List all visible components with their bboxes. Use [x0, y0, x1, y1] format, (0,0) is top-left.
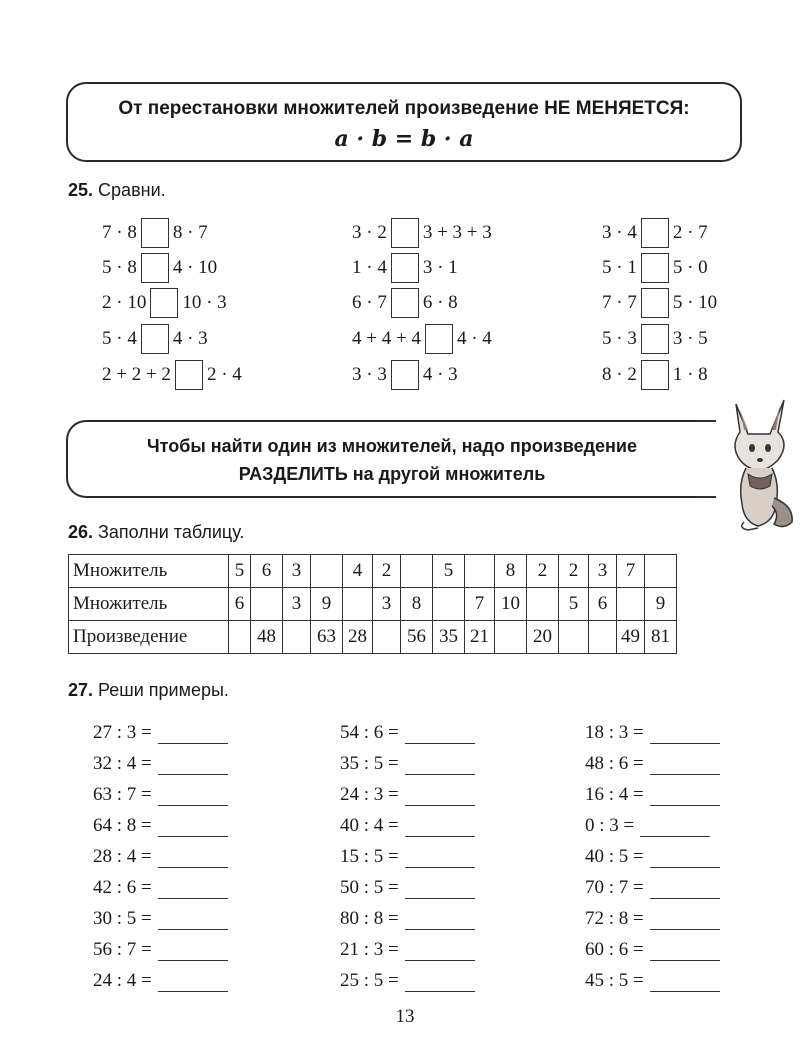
expression-left: 6 · 7: [352, 292, 387, 313]
compare-answer-box[interactable]: [141, 324, 169, 354]
task-25-heading: [68, 180, 166, 201]
compare-answer-box[interactable]: [641, 360, 669, 390]
expression-left: 5 · 1: [602, 257, 637, 278]
compare-answer-box[interactable]: [391, 288, 419, 318]
table-cell: 48: [251, 621, 283, 654]
table-blank-cell[interactable]: [433, 588, 465, 621]
task-number: 25.: [68, 180, 94, 200]
division-expression: 0 : 3 =: [585, 815, 635, 836]
expression-left: 2 · 10: [102, 292, 147, 313]
answer-line[interactable]: [158, 881, 228, 899]
rule-box-top-line: [700, 420, 716, 421]
expression-right: 4 · 3: [172, 328, 208, 349]
division-item: [93, 904, 228, 930]
division-item: [93, 811, 228, 837]
task-26-heading: [68, 522, 244, 543]
table-blank-cell[interactable]: [373, 621, 401, 654]
division-expression: 30 : 5 =: [93, 908, 152, 929]
rule-box-division: [66, 420, 716, 498]
compare-answer-box[interactable]: [391, 253, 419, 283]
table-cell: 3: [589, 555, 617, 588]
compare-answer-box[interactable]: [391, 218, 419, 248]
division-item: [585, 749, 720, 775]
division-item: [585, 935, 720, 961]
table-blank-cell[interactable]: [311, 555, 343, 588]
division-expression: 27 : 3 =: [93, 722, 152, 743]
answer-line[interactable]: [650, 943, 720, 961]
answer-line[interactable]: [405, 819, 475, 837]
compare-answer-box[interactable]: [641, 218, 669, 248]
compare-item: [602, 253, 708, 283]
division-expression: 18 : 3 =: [585, 722, 644, 743]
division-item: [93, 935, 228, 961]
division-item: [585, 780, 720, 806]
division-expression: 50 : 5 =: [340, 877, 399, 898]
table-row: [69, 555, 677, 588]
expression-right: 3 · 1: [422, 257, 458, 278]
answer-line[interactable]: [158, 788, 228, 806]
division-expression: 15 : 5 =: [340, 846, 399, 867]
table-cell: 2: [373, 555, 401, 588]
answer-line[interactable]: [405, 788, 475, 806]
table-blank-cell[interactable]: [283, 621, 311, 654]
expression-left: 3 · 2: [352, 222, 387, 243]
division-item: [340, 749, 475, 775]
compare-item: [102, 324, 208, 354]
division-expression: 40 : 5 =: [585, 846, 644, 867]
expression-right: 3 + 3 + 3: [422, 222, 492, 243]
expression-right: 1 · 8: [672, 364, 708, 385]
division-item: [93, 718, 228, 744]
expression-right: 4 · 3: [422, 364, 458, 385]
expression-left: 5 · 3: [602, 328, 637, 349]
table-blank-cell[interactable]: [589, 621, 617, 654]
table-cell: 56: [401, 621, 433, 654]
row-label: Множитель: [69, 588, 229, 621]
answer-line[interactable]: [158, 943, 228, 961]
division-expression: 70 : 7 =: [585, 877, 644, 898]
table-cell: 2: [559, 555, 589, 588]
table-cell: 3: [283, 588, 311, 621]
division-expression: 48 : 6 =: [585, 753, 644, 774]
division-expression: 80 : 8 =: [340, 908, 399, 929]
compare-item: [102, 218, 208, 248]
compare-item: [352, 360, 458, 390]
division-item: [340, 718, 475, 744]
expression-left: 7 · 7: [602, 292, 637, 313]
answer-line[interactable]: [405, 974, 475, 992]
table-cell: 8: [401, 588, 433, 621]
division-expression: 42 : 6 =: [93, 877, 152, 898]
compare-item: [352, 218, 492, 248]
answer-line[interactable]: [650, 850, 720, 868]
division-item: [340, 842, 475, 868]
table-blank-cell[interactable]: [251, 588, 283, 621]
rule-text: РАЗДЕЛИТЬ на другой множитель: [238, 464, 546, 484]
expression-right: 5 · 0: [672, 257, 708, 278]
compare-answer-box[interactable]: [141, 253, 169, 283]
division-item: [93, 780, 228, 806]
division-item: [340, 811, 475, 837]
compare-item: [102, 360, 242, 390]
division-item: [585, 873, 720, 899]
answer-line[interactable]: [405, 881, 475, 899]
table-cell: 63: [311, 621, 343, 654]
division-expression: 60 : 6 =: [585, 939, 644, 960]
answer-line[interactable]: [405, 912, 475, 930]
fox-illustration: [718, 394, 800, 534]
compare-item: [352, 288, 458, 318]
compare-item: [352, 253, 458, 283]
division-expression: 45 : 5 =: [585, 970, 644, 991]
expression-right: 2 · 7: [672, 222, 708, 243]
table-cell: 5: [559, 588, 589, 621]
expression-right: 4 · 10: [172, 257, 218, 278]
division-item: [340, 935, 475, 961]
division-expression: 35 : 5 =: [340, 753, 399, 774]
expression-right: 4 · 4: [456, 328, 492, 349]
table-cell: 2: [527, 555, 559, 588]
expression-right: 8 · 7: [172, 222, 208, 243]
table-cell: 6: [589, 588, 617, 621]
division-item: [585, 718, 720, 744]
compare-item: [102, 288, 227, 318]
division-expression: 16 : 4 =: [585, 784, 644, 805]
division-expression: 64 : 8 =: [93, 815, 152, 836]
rule-formula: a · b = b · a: [334, 126, 474, 152]
task-27-heading: [68, 680, 229, 701]
division-item: [340, 780, 475, 806]
compare-item: [602, 288, 717, 318]
division-expression: 72 : 8 =: [585, 908, 644, 929]
table-cell: 49: [617, 621, 645, 654]
task-title: Сравни.: [98, 180, 166, 200]
expression-left: 1 · 4: [352, 257, 387, 278]
expression-left: 5 · 8: [102, 257, 137, 278]
table-cell: 6: [251, 555, 283, 588]
answer-line[interactable]: [650, 788, 720, 806]
rule-box-bottom-line: [700, 496, 716, 497]
expression-left: 7 · 8: [102, 222, 137, 243]
compare-answer-box[interactable]: [391, 360, 419, 390]
expression-right: 5 · 10: [672, 292, 718, 313]
expression-left: 4 + 4 + 4: [352, 328, 421, 349]
table-cell: 20: [527, 621, 559, 654]
division-expression: 25 : 5 =: [340, 970, 399, 991]
table-blank-cell[interactable]: [559, 621, 589, 654]
table-cell: 5: [433, 555, 465, 588]
table-blank-cell[interactable]: [229, 621, 251, 654]
expression-right: 3 · 5: [672, 328, 708, 349]
division-item: [93, 842, 228, 868]
answer-line[interactable]: [405, 850, 475, 868]
answer-line[interactable]: [650, 881, 720, 899]
table-blank-cell[interactable]: [401, 555, 433, 588]
rule-box-commutative: [66, 82, 742, 162]
division-item: [585, 811, 710, 837]
answer-line[interactable]: [158, 726, 228, 744]
table-cell: 5: [229, 555, 251, 588]
table-cell: 9: [311, 588, 343, 621]
table-cell: 28: [343, 621, 373, 654]
division-item: [340, 873, 475, 899]
answer-line[interactable]: [650, 726, 720, 744]
expression-left: 2 + 2 + 2: [102, 364, 171, 385]
page-number: 13: [395, 1006, 415, 1027]
answer-line[interactable]: [158, 757, 228, 775]
table-cell: 21: [465, 621, 495, 654]
answer-line[interactable]: [405, 943, 475, 961]
compare-answer-box[interactable]: [641, 253, 669, 283]
division-expression: 24 : 3 =: [340, 784, 399, 805]
answer-line[interactable]: [405, 726, 475, 744]
table-blank-cell[interactable]: [527, 588, 559, 621]
division-item: [93, 966, 228, 992]
expression-right: 10 · 3: [182, 292, 227, 313]
table-cell: 7: [465, 588, 495, 621]
table-cell: 4: [343, 555, 373, 588]
answer-line[interactable]: [158, 850, 228, 868]
compare-item: [602, 218, 708, 248]
division-expression: 24 : 4 =: [93, 970, 152, 991]
expression-right: 6 · 8: [422, 292, 458, 313]
division-expression: 21 : 3 =: [340, 939, 399, 960]
table-blank-cell[interactable]: [645, 555, 677, 588]
row-label: Множитель: [69, 555, 229, 588]
table-cell: 6: [229, 588, 251, 621]
compare-answer-box[interactable]: [141, 218, 169, 248]
compare-answer-box[interactable]: [175, 360, 203, 390]
division-expression: 32 : 4 =: [93, 753, 152, 774]
task-number: 26.: [68, 522, 94, 542]
compare-answer-box[interactable]: [641, 324, 669, 354]
division-item: [93, 873, 228, 899]
table-blank-cell[interactable]: [343, 588, 373, 621]
answer-line[interactable]: [158, 819, 228, 837]
table-blank-cell[interactable]: [465, 555, 495, 588]
division-expression: 54 : 6 =: [340, 722, 399, 743]
table-cell: 9: [645, 588, 677, 621]
table-blank-cell[interactable]: [495, 621, 527, 654]
compare-answer-box[interactable]: [150, 288, 178, 318]
table-cell: 3: [373, 588, 401, 621]
answer-line[interactable]: [158, 912, 228, 930]
answer-line[interactable]: [650, 912, 720, 930]
answer-line[interactable]: [650, 974, 720, 992]
table-cell: 3: [283, 555, 311, 588]
division-expression: 63 : 7 =: [93, 784, 152, 805]
table-blank-cell[interactable]: [617, 588, 645, 621]
division-item: [340, 904, 475, 930]
expression-left: 8 · 2: [602, 364, 637, 385]
division-item: [585, 966, 720, 992]
compare-answer-box[interactable]: [641, 288, 669, 318]
answer-line[interactable]: [650, 757, 720, 775]
table-cell: 8: [495, 555, 527, 588]
division-expression: 56 : 7 =: [93, 939, 152, 960]
answer-line[interactable]: [405, 757, 475, 775]
compare-item: [352, 324, 492, 354]
compare-item: [602, 360, 708, 390]
division-item: [585, 842, 720, 868]
expression-left: 3 · 3: [352, 364, 387, 385]
table-cell: 81: [645, 621, 677, 654]
table-row: [69, 621, 677, 654]
answer-line[interactable]: [640, 819, 710, 837]
division-item: [93, 749, 228, 775]
answer-line[interactable]: [158, 974, 228, 992]
division-item: [585, 904, 720, 930]
expression-left: 5 · 4: [102, 328, 137, 349]
compare-item: [102, 253, 217, 283]
task-title: Реши примеры.: [98, 680, 229, 700]
fill-in-table: [68, 554, 677, 654]
task-number: 27.: [68, 680, 94, 700]
table-row: [69, 588, 677, 621]
compare-answer-box[interactable]: [425, 324, 453, 354]
table-cell: 35: [433, 621, 465, 654]
division-item: [340, 966, 475, 992]
task-title: Заполни таблицу.: [98, 522, 245, 542]
expression-right: 2 · 4: [206, 364, 242, 385]
rule-text: От перестановки множителей произведение НЕ МЕНЯЕТСЯ:: [118, 98, 690, 119]
compare-item: [602, 324, 708, 354]
division-expression: 40 : 4 =: [340, 815, 399, 836]
division-expression: 28 : 4 =: [93, 846, 152, 867]
rule-text: Чтобы найти один из множителей, надо произведение: [147, 436, 637, 456]
expression-left: 3 · 4: [602, 222, 637, 243]
table-cell: 7: [617, 555, 645, 588]
row-label: Произведение: [69, 621, 229, 654]
table-cell: 10: [495, 588, 527, 621]
